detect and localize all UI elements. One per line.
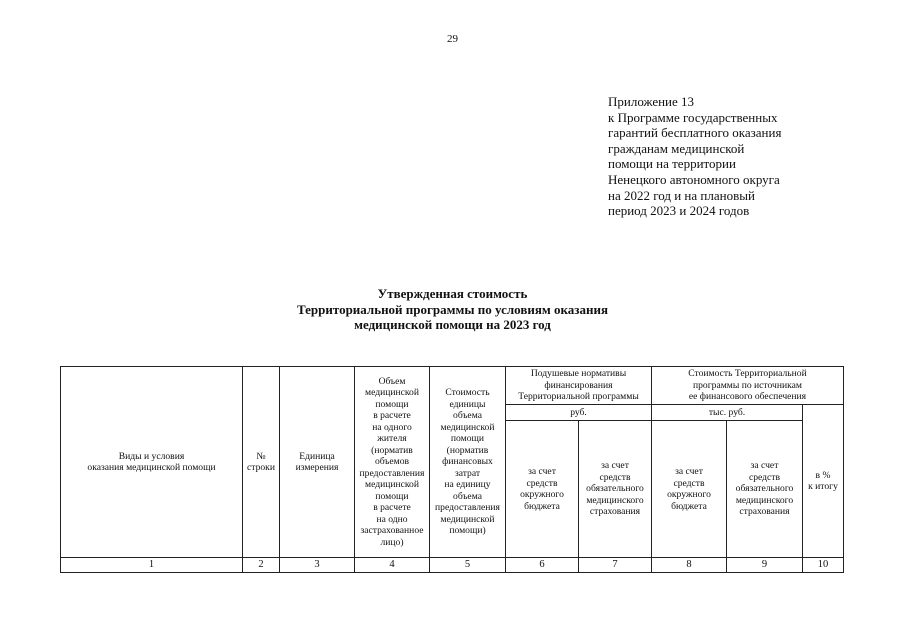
header-service-type: Виды и условия оказания медицинской помощи bbox=[61, 367, 243, 558]
column-number: 1 bbox=[61, 558, 243, 573]
header-group-cost: Стоимость Территориальной программы по источникам ее финансового обеспечения bbox=[652, 367, 844, 405]
column-number: 10 bbox=[803, 558, 844, 573]
appendix-line: гражданам медицинской bbox=[608, 140, 745, 156]
appendix-line: на 2022 год и на плановый bbox=[608, 187, 755, 203]
appendix-line: Приложение 13 bbox=[608, 94, 695, 109]
header-unit-rub: руб. bbox=[506, 405, 652, 421]
appendix-line: Ненецкого автономного округа bbox=[608, 171, 780, 187]
appendix-line: гарантий бесплатного оказания bbox=[608, 125, 782, 141]
header-row-number: № строки bbox=[243, 367, 280, 558]
appendix-line: помощи на территории bbox=[608, 156, 736, 172]
header-normative-oms: за счет средств обязательного медицинского страхования bbox=[579, 421, 652, 558]
header-group-normatives: Подушевые нормативы финансирования Территориальной программы bbox=[506, 367, 652, 405]
title-line: Территориальной программы по условиям оказания bbox=[296, 301, 609, 317]
header-unit-cost: Стоимость единицы объема медицинской помощи (норматив финансовых затрат на единицу объема предоставления медицинской помощи) bbox=[430, 367, 506, 558]
column-number: 8 bbox=[652, 558, 727, 573]
appendix-line: период 2023 и 2024 годов bbox=[608, 203, 750, 219]
title-line: медицинской помощи на 2023 год bbox=[354, 317, 551, 332]
header-percent-total: в % к итогу bbox=[803, 405, 844, 558]
appendix-note bbox=[608, 94, 868, 219]
appendix-line: к Программе государственных bbox=[608, 109, 778, 125]
header-volume: Объем медицинской помощи в расчете на одного жителя (норматив объемов предоставления медицинской помощи в расчете на одно застрахованное лицо) bbox=[355, 367, 430, 558]
column-number: 7 bbox=[579, 558, 652, 573]
column-number: 6 bbox=[506, 558, 579, 573]
header-cost-oms: за счет средств обязательного медицинского страхования bbox=[727, 421, 803, 558]
column-number: 2 bbox=[243, 558, 280, 573]
column-number: 5 bbox=[430, 558, 506, 573]
header-normative-district-budget: за счет средств окружного бюджета bbox=[506, 421, 579, 558]
column-number: 9 bbox=[727, 558, 803, 573]
document-title bbox=[0, 286, 905, 333]
header-cost-district-budget: за счет средств окружного бюджета bbox=[652, 421, 727, 558]
column-number: 4 bbox=[355, 558, 430, 573]
column-number-row bbox=[61, 558, 844, 573]
title-line: Утвержденная стоимость bbox=[377, 286, 528, 301]
cost-table bbox=[60, 366, 844, 573]
header-unit-thousand-rub: тыс. руб. bbox=[652, 405, 803, 421]
column-number: 3 bbox=[280, 558, 355, 573]
header-unit: Единица измерения bbox=[280, 367, 355, 558]
page-number: 29 bbox=[447, 33, 458, 45]
